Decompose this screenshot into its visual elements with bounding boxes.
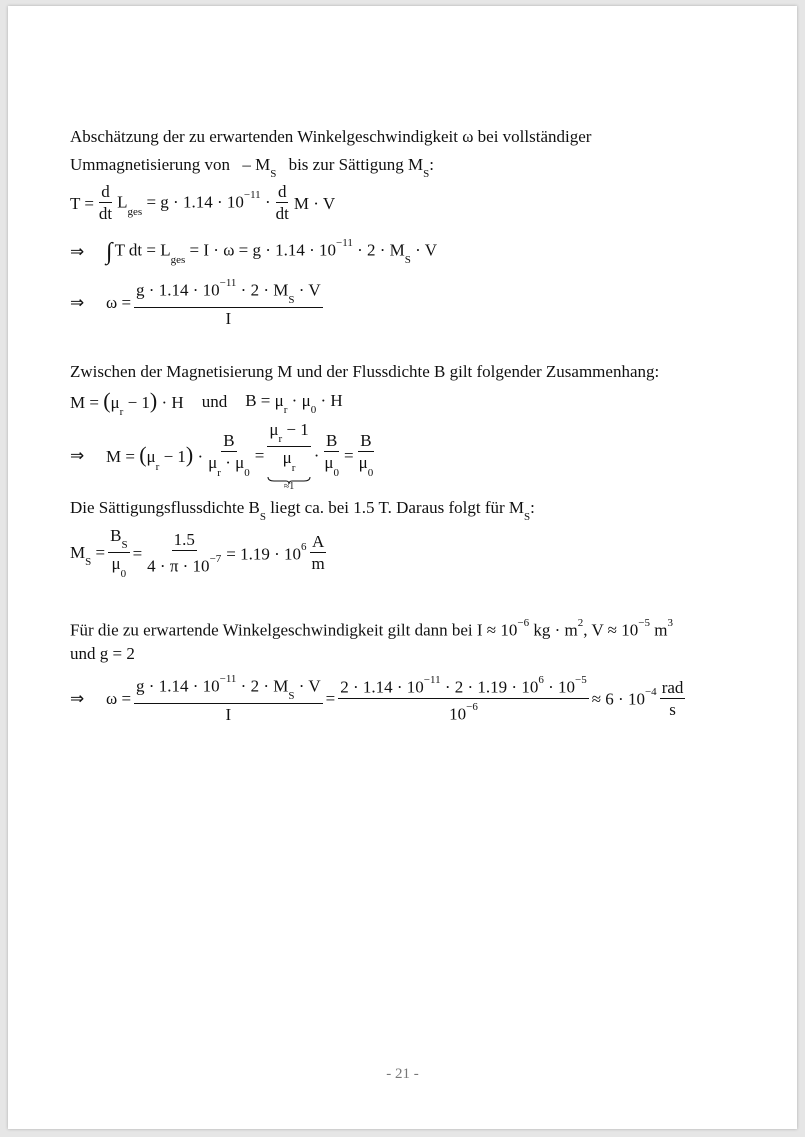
implies-arrow-icon: ⇒ xyxy=(70,241,85,262)
equation-integral: ⇒ ∫ T dt = $L_{ges} = I \cdot \omega = g \cdot 1.14 \cdot 10^{-11} \cdot 2 \cdot M_S \cdot V$ xyxy=(70,236,438,267)
paragraph-saturation: Die Sättigungsflussdichte $B_S$ liegt ca. bei 1.5 T. Daraus folgt für $M_S$: xyxy=(70,498,535,524)
paragraph-intro-line1: Abschätzung der zu erwartenden Winkelgeschwindigkeit ω bei vollständiger xyxy=(70,127,592,146)
document-page xyxy=(8,6,797,1129)
page-number: - 21 - xyxy=(386,1066,419,1082)
equation-omega: ⇒ ω = $\frac{g \cdot 1.14 \cdot 10^{-11} \cdot 2 \cdot M_S \cdot V}{I}$ xyxy=(70,277,321,329)
equation-ms: $M_S$ = $\frac{B_S}{\mu_0}$ = $\frac{1.5}{4 \cdot \pi \cdot 10^{-7}}$ = $1.19 \cdot 10^6$ $\frac{A}{m}$ xyxy=(70,526,325,580)
paragraph-g-value: und g = 2 xyxy=(70,644,135,663)
equation-omega-result: ⇒ ω = $\frac{g \cdot 1.14 \cdot 10^{-11} \cdot 2 \cdot M_S \cdot V}{I}$ = $\frac{2 \cdot 1.14 \cdot 10^{-11} \cdot 2 \cdot 1.19 \cdot 10^6 \cdot 10^{-5}}{10^{-6}}$ ≈ $6 \cdot 10^{-4}$ $\frac{\text{rad}}{s}$ xyxy=(70,673,684,725)
implies-arrow-icon: ⇒ xyxy=(70,293,85,314)
equation-m-and-b: $M = (\mu_r - 1) \cdot H$ und $B = \mu_r \cdot \mu_0 \cdot H$ xyxy=(70,388,343,419)
paragraph-magnetization: Zwischen der Magnetisierung M und der Flussdichte B gilt folgender Zusammenhang: xyxy=(70,362,660,381)
equation-m-derivation: ⇒ $M = (\mu_r - 1)$ · $\frac{B}{\mu_r \cdot \mu_0}$ = $\frac{\mu_r - 1}{\mu_r}$ ≈1 · $\frac{B}{\mu_0}$ = $\frac{B}{\mu_0}$ xyxy=(70,420,374,492)
paragraph-angular-velocity: Für die zu erwartende Winkelgeschwindigkeit gilt dann bei $I \approx 10^{-6}$ kg · $m^2$, $V \approx 10^{-5}$ $m^3$ xyxy=(70,617,673,640)
equation-torque: T = $\frac{d}{dt}$ $L_{ges} = g \cdot 1.14 \cdot 10^{-11}$ · $\frac{d}{dt}$ M · V xyxy=(70,182,336,223)
implies-arrow-icon: ⇒ xyxy=(70,689,85,710)
underbrace-group: $\frac{\mu_r - 1}{\mu_r}$ ≈1 xyxy=(264,420,313,492)
implies-arrow-icon: ⇒ xyxy=(70,445,85,466)
paragraph-intro-line2: Ummagnetisierung von – $M_S$ bis zur Sättigung $M_S$: xyxy=(70,155,435,181)
